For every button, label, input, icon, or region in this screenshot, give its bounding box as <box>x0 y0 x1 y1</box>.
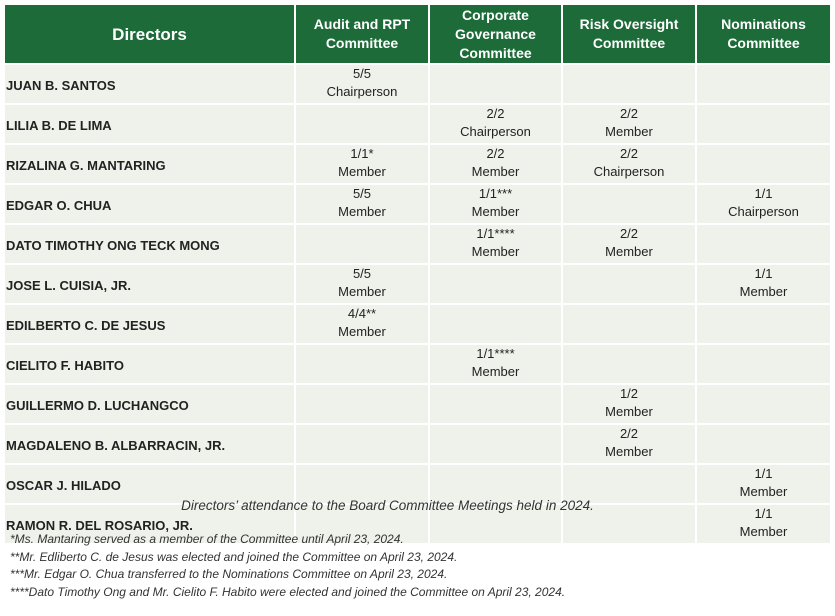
nominations-role: Member <box>739 284 788 299</box>
governance-attendance-cell <box>429 424 562 464</box>
table-body <box>5 64 830 543</box>
table-row <box>5 384 830 424</box>
risk-role: Chairperson <box>593 164 665 179</box>
governance-attendance-cell <box>429 64 562 104</box>
audit-attendance-cell <box>295 304 429 344</box>
director-name: GUILLERMO D. LUCHANGCO <box>6 398 189 413</box>
director-name: DATO TIMOTHY ONG TECK MONG <box>6 238 220 253</box>
audit-role: Chairperson <box>326 84 398 99</box>
governance-role: Member <box>471 244 520 259</box>
director-name: JUAN B. SANTOS <box>6 78 116 93</box>
audit-role: Member <box>338 324 386 339</box>
table-row <box>5 224 830 264</box>
governance-attendance-cell <box>429 224 562 264</box>
header-directors-label: Directors <box>112 24 187 44</box>
header-row <box>5 5 830 64</box>
audit-attendance-ratio: 5/5 <box>352 266 372 281</box>
table-row <box>5 184 830 224</box>
header-nominations-committee <box>696 5 830 64</box>
nominations-attendance-ratio: 1/1 <box>754 466 773 481</box>
director-name: OSCAR J. HILADO <box>6 478 121 493</box>
governance-attendance-cell <box>429 264 562 304</box>
risk-attendance-cell <box>562 264 696 304</box>
governance-role: Member <box>471 364 520 379</box>
risk-attendance-ratio: 2/2 <box>619 226 639 241</box>
audit-attendance-cell <box>295 384 429 424</box>
header-governance-line-1: Corporate <box>462 6 529 23</box>
risk-attendance-cell <box>562 384 696 424</box>
director-name-cell <box>5 264 295 304</box>
risk-role: Member <box>605 444 653 459</box>
header-risk-committee <box>562 5 696 64</box>
risk-attendance-cell <box>562 184 696 224</box>
audit-role: Member <box>338 164 386 179</box>
risk-attendance-cell <box>562 104 696 144</box>
risk-role: Member <box>605 124 653 139</box>
governance-attendance-cell <box>429 344 562 384</box>
audit-attendance-cell <box>295 64 429 104</box>
table-row <box>5 424 830 464</box>
director-name: JOSE L. CUISIA, JR. <box>6 278 131 293</box>
director-name-cell <box>5 184 295 224</box>
table-row <box>5 104 830 144</box>
nominations-attendance-ratio: 1/1 <box>754 506 773 521</box>
governance-attendance-cell <box>429 144 562 184</box>
header-governance-line-3: Committee <box>459 44 532 61</box>
header-audit-line-2: Committee <box>325 35 399 51</box>
audit-attendance-cell <box>295 424 429 464</box>
table-row <box>5 344 830 384</box>
risk-attendance-ratio: 2/2 <box>619 106 639 121</box>
header-governance-committee <box>429 5 562 64</box>
nominations-attendance-cell <box>696 424 830 464</box>
director-name: RAMON R. DEL ROSARIO, JR. <box>6 518 193 533</box>
director-name: MAGDALENO B. ALBARRACIN, JR. <box>6 438 226 453</box>
governance-attendance-cell <box>429 384 562 424</box>
governance-attendance-cell <box>429 304 562 344</box>
nominations-attendance-ratio: 1/1 <box>754 266 773 281</box>
audit-attendance-ratio: 1/1* <box>350 146 374 161</box>
governance-attendance-ratio: 2/2 <box>486 106 505 121</box>
director-name-cell <box>5 224 295 264</box>
director-name-cell <box>5 104 295 144</box>
footnote-4: ****Dato Timothy Ong and Mr. Cielito F. Habito were elected and joined the Committee on April 23, 2024. <box>10 584 566 599</box>
header-risk-line-2: Committee <box>592 35 666 51</box>
header-governance-line-2: Governance <box>455 25 536 42</box>
nominations-attendance-cell <box>696 224 830 264</box>
audit-attendance-ratio: 5/5 <box>352 66 372 81</box>
table-row <box>5 304 830 344</box>
governance-attendance-ratio: 1/1**** <box>476 346 515 361</box>
header-nominations-line-1: Nominations <box>721 16 806 32</box>
header-nominations-line-2: Committee <box>727 35 800 51</box>
nominations-attendance-cell <box>696 344 830 384</box>
audit-attendance-ratio: 5/5 <box>352 186 372 201</box>
audit-attendance-cell <box>295 224 429 264</box>
audit-attendance-cell <box>295 144 429 184</box>
audit-attendance-cell <box>295 184 429 224</box>
risk-role: Member <box>605 404 653 419</box>
risk-attendance-cell <box>562 344 696 384</box>
director-name: RIZALINA G. MANTARING <box>6 158 166 173</box>
governance-role: Member <box>471 164 520 179</box>
risk-attendance-ratio: 1/2 <box>619 386 639 401</box>
risk-attendance-cell <box>562 304 696 344</box>
audit-attendance-ratio: 4/4** <box>347 306 377 321</box>
table-row <box>5 144 830 184</box>
director-name: CIELITO F. HABITO <box>6 358 124 373</box>
director-name-cell <box>5 384 295 424</box>
risk-attendance-cell <box>562 224 696 264</box>
nominations-attendance-cell <box>696 64 830 104</box>
director-name: EDILBERTO C. DE JESUS <box>6 318 166 333</box>
governance-attendance-ratio: 2/2 <box>486 146 505 161</box>
governance-role: Chairperson <box>460 124 531 139</box>
nominations-role: Member <box>739 484 788 499</box>
header-risk-line-1: Risk Oversight <box>579 16 679 32</box>
governance-role: Member <box>471 204 520 219</box>
nominations-attendance-cell <box>696 384 830 424</box>
director-name: EDGAR O. CHUA <box>6 198 112 213</box>
nominations-attendance-ratio: 1/1 <box>754 186 773 201</box>
header-audit-line-1: Audit and RPT <box>313 16 411 32</box>
risk-attendance-ratio: 2/2 <box>619 426 639 441</box>
audit-attendance-cell <box>295 344 429 384</box>
director-name-cell <box>5 424 295 464</box>
nominations-attendance-cell <box>696 144 830 184</box>
governance-attendance-ratio: 1/1*** <box>478 186 513 201</box>
audit-attendance-cell <box>295 264 429 304</box>
attendance-table <box>5 5 830 543</box>
risk-attendance-cell <box>562 64 696 104</box>
director-name-cell <box>5 64 295 104</box>
table-row <box>5 264 830 304</box>
governance-attendance-cell <box>429 104 562 144</box>
director-name-cell <box>5 344 295 384</box>
nominations-role: Chairperson <box>728 204 799 219</box>
risk-attendance-cell <box>562 144 696 184</box>
nominations-attendance-cell <box>696 264 830 304</box>
risk-attendance-ratio: 2/2 <box>619 146 639 161</box>
audit-role: Member <box>338 284 386 299</box>
header-directors <box>5 5 295 64</box>
audit-role: Member <box>338 204 386 219</box>
governance-attendance-ratio: 1/1**** <box>476 226 515 241</box>
header-audit-committee <box>295 5 429 64</box>
nominations-attendance-cell <box>696 184 830 224</box>
risk-attendance-cell <box>562 424 696 464</box>
director-name-cell <box>5 304 295 344</box>
audit-attendance-cell <box>295 104 429 144</box>
risk-role: Member <box>605 244 653 259</box>
table-caption: Directors’ attendance to the Board Committee Meetings held in 2024. <box>181 498 594 513</box>
footnotes <box>10 531 565 601</box>
footnote-1: *Ms. Mantaring served as a member of the Committee until April 23, 2024. <box>10 532 404 546</box>
governance-attendance-cell <box>429 184 562 224</box>
director-name-cell <box>5 144 295 184</box>
footnote-2: **Mr. Edliberto C. de Jesus was elected and joined the Committee on April 23, 2024. <box>10 549 458 564</box>
nominations-role: Member <box>739 524 788 539</box>
director-name: LILIA B. DE LIMA <box>6 118 112 133</box>
footnote-3: ***Mr. Edgar O. Chua transferred to the Nominations Committee on April 23, 2024. <box>10 567 448 581</box>
nominations-attendance-cell <box>696 104 830 144</box>
nominations-attendance-cell <box>696 304 830 344</box>
table-row <box>5 64 830 104</box>
